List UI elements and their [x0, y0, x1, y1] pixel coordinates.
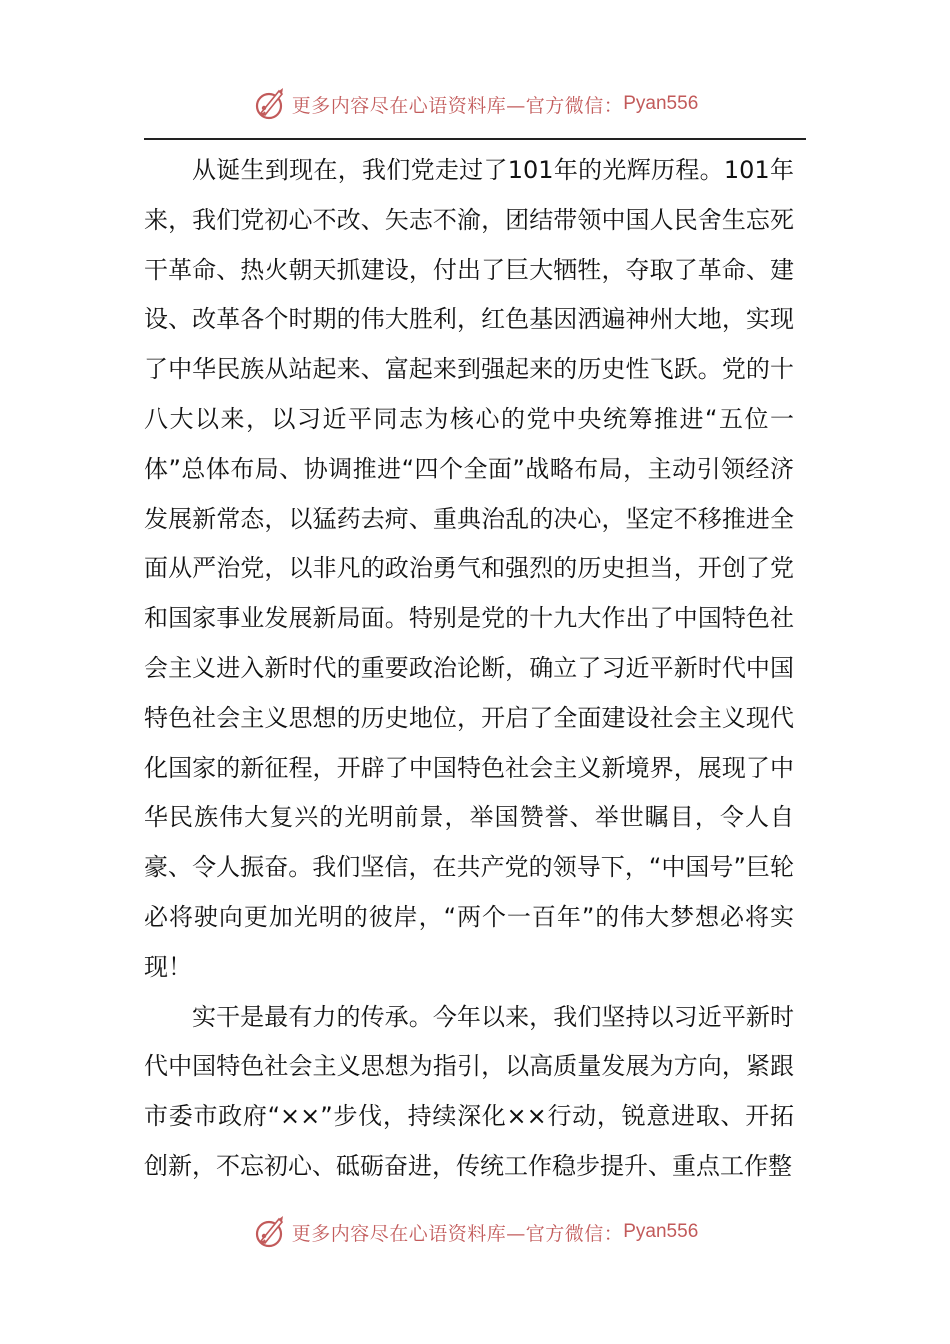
footer-banner-code: Pyan556 — [623, 1221, 699, 1242]
header-divider — [144, 138, 806, 140]
header-banner-code: Pyan556 — [623, 93, 699, 114]
quill-pen-logo-icon — [252, 86, 288, 122]
footer-banner-text: 更多内容尽在心语资料库—官方微信： — [291, 1222, 624, 1245]
body-paragraph: 从诞生到现在，我们党走过了101年的光辉历程。101年来，我们党初心不改、矢志不渝，团结带领中国人民舍生忘死干革命、热火朝天抓建设，付出了巨大牺牲，夺取了革命、建设、改革各个时期的伟大胜利，红色基因洒遍神州大地，实现了中华民族从站起来、富起来到强起来的历史性飞跃。党的十八大以来，以习近平同志为核心的党中央统筹推进“五位一体”总体布局、协调推进“四个全面”战略布局，主动引领经济发展新常态，以猛药去疴、重典治乱的决心，坚定不移推进全面从严治党，以非凡的政治勇气和强烈的历史担当，开创了党和国家事业发展新局面。特别是党的十九大作出了中国特色社会主义进入新时代的重要政治论断，确立了习近平新时代中国特色社会主义思想的历史地位，开启了全面建设社会主义现代化国家的新征程，开辟了中国特色社会主义新境界，展现了中华民族伟大复兴的光明前景，举国赞誉、举世瞩目，令人自豪、令人振奋。我们坚信，在共产党的领导下，“中国号”巨轮必将驶向更加光明的彼岸，“两个一百年”的伟大梦想必将实现！ — [144, 156, 794, 981]
quill-pen-logo-icon — [252, 1214, 288, 1250]
document-body — [144, 146, 794, 1192]
header-banner — [0, 82, 950, 126]
footer-banner — [0, 1210, 950, 1254]
body-paragraph: 实干是最有力的传承。今年以来，我们坚持以习近平新时代中国特色社会主义思想为指引，以高质量发展为方向，紧跟市委市政府“××”步伐，持续深化××行动，锐意进取、开拓创新，不忘初心、砥砺奋进，传统工作稳步提升、重点工作整 — [144, 1002, 794, 1180]
header-banner-text: 更多内容尽在心语资料库—官方微信： — [291, 94, 624, 117]
